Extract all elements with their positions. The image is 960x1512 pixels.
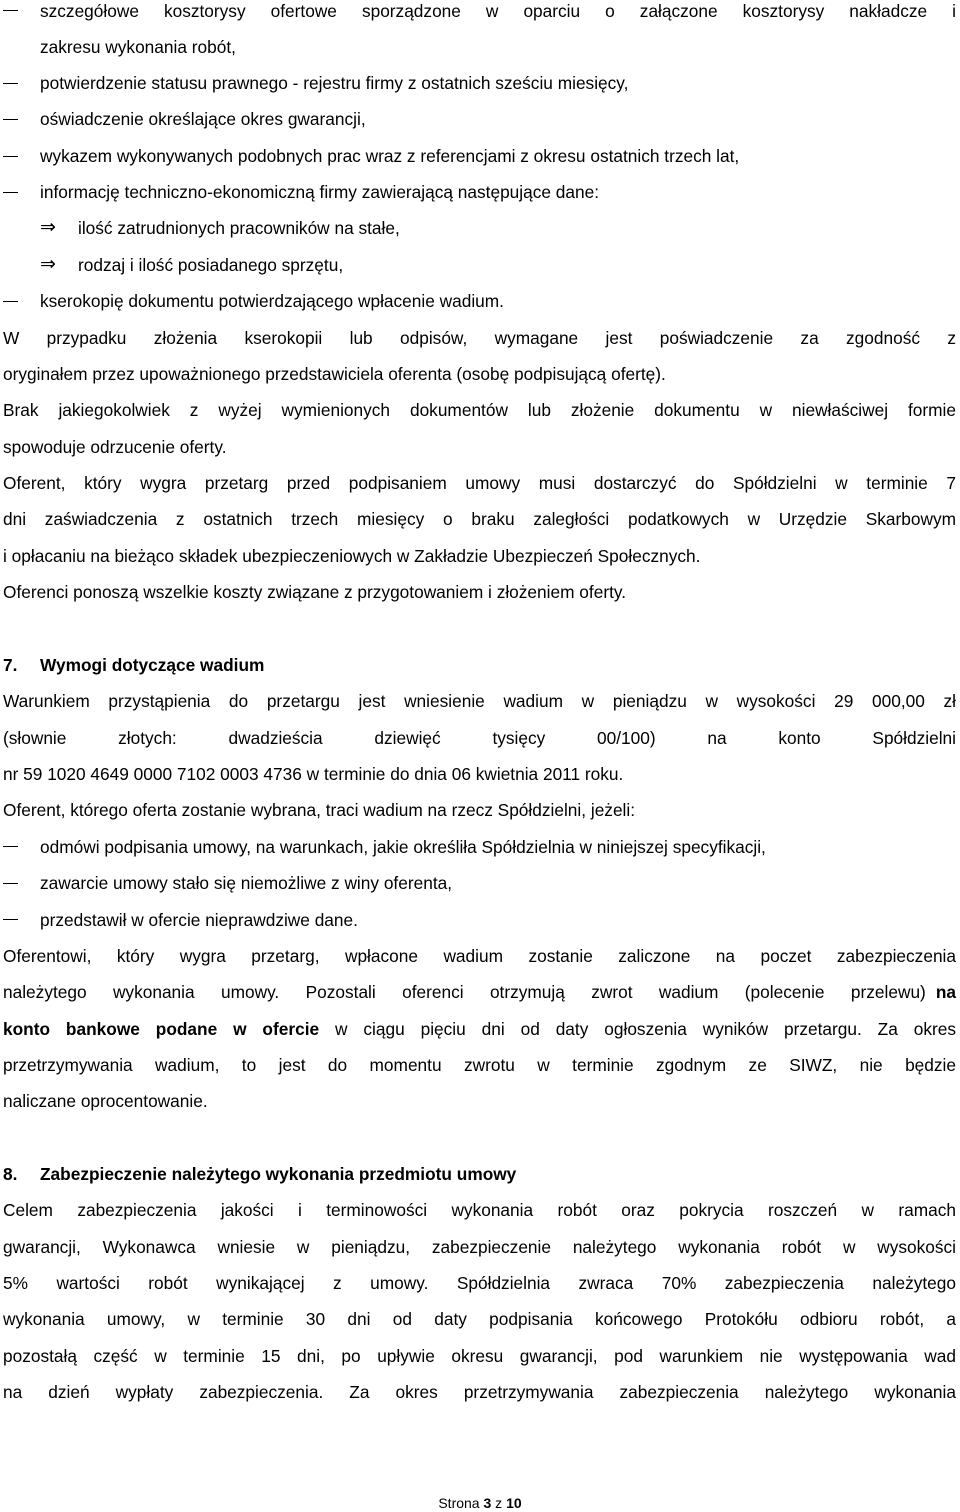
paragraph-line: oryginałem przez upoważnionego przedstawiciela oferenta (osobę podpisującą ofertę). bbox=[3, 364, 666, 384]
list-item-text: wykazem wykonywanych podobnych prac wraz z referencjami z okresu ostatnich trzech lat, bbox=[40, 146, 740, 166]
paragraph-line: gwarancji, Wykonawca wniesie w pieniądzu, zabezpieczenie należytego wykonania robót w wysokości bbox=[3, 1237, 956, 1257]
paragraph-line: przetrzymywania wadium, to jest do momentu zwrotu w terminie zgodnym ze SIWZ, nie będzie bbox=[3, 1055, 956, 1075]
dash-bullet bbox=[3, 83, 18, 84]
list-item-text: przedstawił w ofercie nieprawdziwe dane. bbox=[40, 910, 358, 930]
double-arrow-icon: ⇒ bbox=[40, 217, 56, 238]
paragraph-line: Warunkiem przystąpienia do przetargu jest wniesienie wadium w pieniądzu w wysokości 29 000,00 zł bbox=[3, 691, 956, 711]
paragraph-segment: w ciągu pięciu dni od daty ogłoszenia wyników przetargu. Za okres bbox=[319, 1019, 956, 1039]
list-item-text: oświadczenie określające okres gwarancji, bbox=[40, 109, 366, 129]
dash-bullet bbox=[3, 883, 18, 884]
paragraph-line: spowoduje odrzucenie oferty. bbox=[3, 437, 227, 457]
dash-bullet bbox=[3, 846, 18, 847]
paragraph-line: dni zaświadczenia z ostatnich trzech miesięcy o braku zaległości podatkowych w Urzędzie Skarbowym bbox=[3, 509, 956, 529]
paragraph-line: (słownie złotych: dwadzieścia dziewięć tysięcy 00/100) na konto Spółdzielni bbox=[3, 728, 956, 748]
paragraph-line: Celem zabezpieczenia jakości i terminowości wykonania robót oraz pokrycia roszczeń w ramach bbox=[3, 1200, 956, 1220]
bold-segment: na bbox=[935, 982, 956, 1002]
page-footer bbox=[0, 1494, 960, 1512]
dash-bullet bbox=[3, 192, 18, 193]
paragraph-line: wykonania umowy, w terminie 30 dni od daty podpisania końcowego Protokółu odbioru robót, a bbox=[3, 1309, 956, 1329]
paragraph-line: Oferentowi, który wygra przetarg, wpłacone wadium zostanie zaliczone na poczet zabezpieczenia bbox=[3, 946, 956, 966]
bold-segment: konto bankowe podane w ofercie bbox=[3, 1019, 320, 1039]
list-item-text: odmówi podpisania umowy, na warunkach, jakie określiła Spółdzielnia w niniejszej specyfikacji, bbox=[40, 837, 766, 857]
sub-item-text: rodzaj i ilość posiadanego sprzętu, bbox=[78, 255, 344, 275]
paragraph-line bbox=[3, 981, 956, 1003]
list-item-text: informację techniczno-ekonomiczną firmy zawierającą następujące dane: bbox=[40, 182, 600, 202]
paragraph-line: Oferent, który wygra przetarg przed podpisaniem umowy musi dostarczyć do Spółdzielni w terminie 7 bbox=[3, 473, 956, 493]
section-number: 7. bbox=[3, 655, 18, 675]
paragraph-segment: należytego wykonania umowy. Pozostali oferenci otrzymują zwrot wadium (polecenie przelewu) bbox=[3, 982, 926, 1002]
paragraph-line: naliczane oprocentowanie. bbox=[3, 1091, 208, 1111]
list-item-text: potwierdzenie statusu prawnego - rejestru firmy z ostatnich sześciu miesięcy, bbox=[40, 73, 629, 93]
footer-total-pages: 10 bbox=[506, 1495, 522, 1511]
footer-prefix: Strona bbox=[438, 1495, 484, 1511]
footer-page-number: 3 bbox=[483, 1495, 492, 1511]
paragraph-line: nr 59 1020 4649 0000 7102 0003 4736 w terminie do dnia 06 kwietnia 2011 roku. bbox=[3, 764, 624, 784]
paragraph-line: Oferent, którego oferta zostanie wybrana, traci wadium na rzecz Spółdzielni, jeżeli: bbox=[3, 800, 636, 820]
paragraph-line: i opłacaniu na bieżąco składek ubezpieczeniowych w Zakładzie Ubezpieczeń Społecznych. bbox=[3, 546, 701, 566]
paragraph-line: Brak jakiegokolwiek z wyżej wymienionych dokumentów lub złożenie dokumentu w niewłaściwej formie bbox=[3, 400, 956, 420]
footer-separator: z bbox=[491, 1495, 507, 1511]
section-heading: Wymogi dotyczące wadium bbox=[40, 655, 265, 675]
dash-bullet bbox=[3, 119, 18, 120]
list-item-text: zawarcie umowy stało się niemożliwe z winy oferenta, bbox=[40, 873, 453, 893]
double-arrow-icon: ⇒ bbox=[40, 254, 56, 275]
dash-bullet bbox=[3, 156, 18, 157]
paragraph-line: pozostałą część w terminie 15 dni, po upływie okresu gwarancji, pod warunkiem nie występowania wad bbox=[3, 1346, 956, 1366]
section-number: 8. bbox=[3, 1164, 18, 1184]
paragraph-line bbox=[3, 1018, 956, 1040]
dash-bullet bbox=[3, 301, 18, 302]
sub-item-text: ilość zatrudnionych pracowników na stałe, bbox=[78, 218, 400, 238]
list-item-text: szczegółowe kosztorysy ofertowe sporządzone w oparciu o załączone kosztorysy nakładcze i bbox=[40, 1, 956, 21]
section-heading: Zabezpieczenie należytego wykonania przedmiotu umowy bbox=[40, 1164, 517, 1184]
dash-bullet bbox=[3, 919, 18, 920]
dash-bullet bbox=[3, 10, 18, 11]
paragraph-line: na dzień wypłaty zabezpieczenia. Za okres przetrzymywania zabezpieczenia należytego wykonania bbox=[3, 1382, 956, 1402]
list-item-text: kserokopię dokumentu potwierdzającego wpłacenie wadium. bbox=[40, 291, 504, 311]
paragraph-line: Oferenci ponoszą wszelkie koszty związane z przygotowaniem i złożeniem oferty. bbox=[3, 582, 627, 602]
paragraph-line: 5% wartości robót wynikającej z umowy. Spółdzielnia zwraca 70% zabezpieczenia należytego bbox=[3, 1273, 956, 1293]
list-item-text: zakresu wykonania robót, bbox=[40, 37, 236, 57]
paragraph-line: W przypadku złożenia kserokopii lub odpisów, wymagane jest poświadczenie za zgodność z bbox=[3, 328, 956, 348]
